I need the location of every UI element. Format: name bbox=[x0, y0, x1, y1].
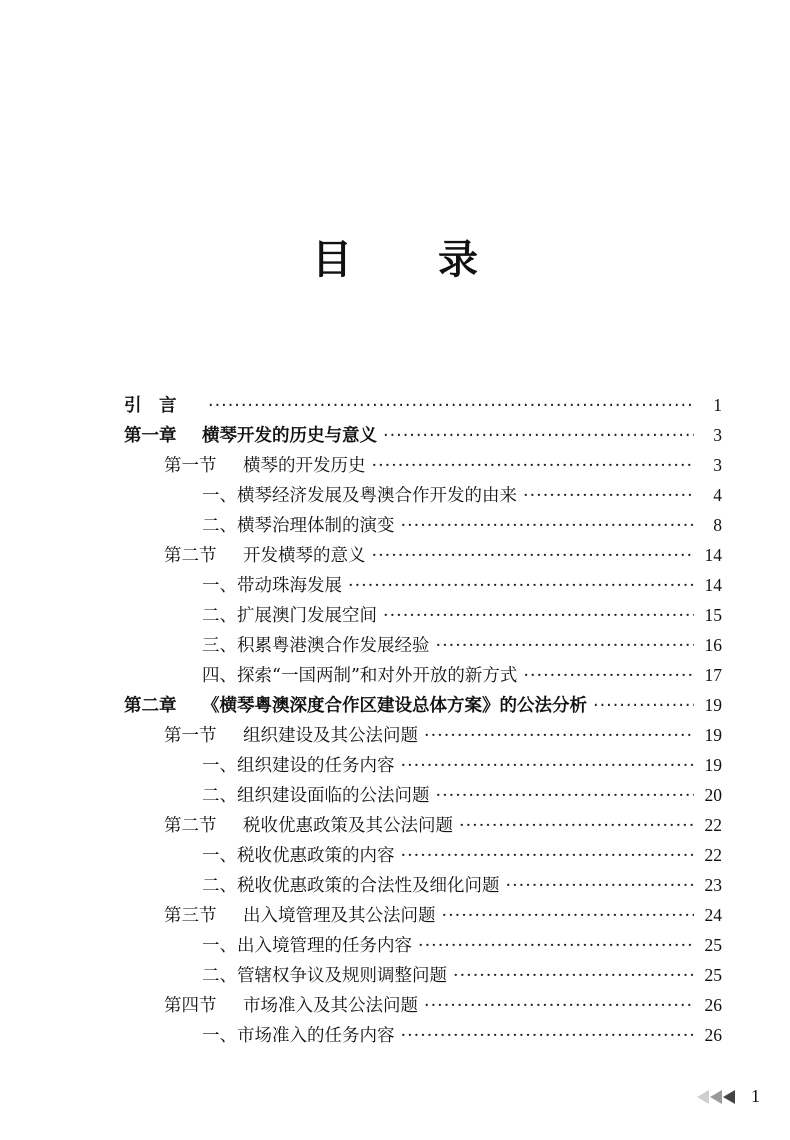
toc-page-number: 23 bbox=[704, 875, 722, 895]
toc-entry-number: 第二章 bbox=[124, 696, 177, 716]
toc-page-number: 4 bbox=[713, 485, 722, 505]
toc-entry-title: 出入境管理及其公法问题 bbox=[243, 906, 436, 926]
toc-entry[interactable] bbox=[124, 840, 722, 870]
toc-dot-leader bbox=[436, 781, 695, 811]
triple-left-arrow-icon bbox=[696, 1090, 735, 1104]
toc-dot-leader bbox=[506, 871, 695, 901]
toc-dot-leader bbox=[453, 961, 694, 991]
toc-dot-leader bbox=[523, 661, 694, 691]
toc-entry[interactable] bbox=[124, 510, 722, 540]
toc-dot-leader bbox=[401, 841, 695, 871]
toc-entry[interactable] bbox=[124, 690, 722, 720]
toc-entry-title: 市场准入及其公法问题 bbox=[243, 996, 418, 1016]
toc-page-number: 19 bbox=[704, 725, 722, 745]
toc-entry-title: 二、组织建设面临的公法问题 bbox=[202, 786, 430, 806]
toc-page-number: 19 bbox=[704, 755, 722, 775]
toc-entry-title: 一、组织建设的任务内容 bbox=[202, 756, 395, 776]
toc-page-number: 19 bbox=[704, 695, 722, 715]
toc-entry[interactable] bbox=[124, 750, 722, 780]
toc-entry-title: 一、出入境管理的任务内容 bbox=[202, 936, 412, 956]
toc-entry[interactable] bbox=[124, 600, 722, 630]
toc-dot-leader bbox=[401, 1021, 695, 1051]
toc-entry[interactable] bbox=[124, 450, 722, 480]
toc-entry[interactable] bbox=[124, 930, 722, 960]
toc-page-number: 25 bbox=[704, 965, 722, 985]
toc-entry-number: 第一章 bbox=[124, 426, 177, 446]
toc-entry[interactable] bbox=[124, 660, 722, 690]
toc-entry-title: 二、扩展澳门发展空间 bbox=[202, 606, 377, 626]
toc-entry[interactable] bbox=[124, 1020, 722, 1050]
toc-entry-title: 一、带动珠海发展 bbox=[202, 576, 342, 596]
toc-entry-title: 组织建设及其公法问题 bbox=[243, 726, 418, 746]
toc-entry[interactable] bbox=[124, 720, 722, 750]
toc-dot-leader bbox=[348, 571, 694, 601]
toc-entry-number: 第四节 bbox=[164, 996, 217, 1016]
toc-page-number: 3 bbox=[713, 425, 722, 445]
page-number: 1 bbox=[751, 1086, 760, 1106]
toc-page-number: 1 bbox=[713, 395, 722, 415]
toc-entry[interactable] bbox=[124, 480, 722, 510]
toc-entry[interactable] bbox=[124, 960, 722, 990]
toc-entry-title: 开发横琴的意义 bbox=[243, 546, 366, 566]
toc-entry[interactable] bbox=[124, 870, 722, 900]
toc-dot-leader bbox=[383, 421, 694, 451]
toc-entry[interactable] bbox=[124, 420, 722, 450]
toc-entry-number: 第二节 bbox=[164, 816, 217, 836]
toc-dot-leader bbox=[372, 451, 695, 481]
page-title-char-1: 目 bbox=[312, 236, 352, 283]
toc-entry-title: 四、探索“一国两制”和对外开放的新方式 bbox=[202, 666, 518, 686]
toc-entry-number: 第一节 bbox=[164, 456, 217, 476]
toc-entry-title: 一、税收优惠政策的内容 bbox=[202, 846, 395, 866]
toc-entry-title: 二、横琴治理体制的演变 bbox=[202, 516, 395, 536]
toc-dot-leader bbox=[523, 481, 694, 511]
toc-page-number: 17 bbox=[704, 665, 722, 685]
toc-entry[interactable] bbox=[124, 900, 722, 930]
toc-page-number: 15 bbox=[704, 605, 722, 625]
toc-dot-leader bbox=[593, 691, 694, 721]
toc-entry-number: 第二节 bbox=[164, 546, 217, 566]
toc-page-number: 20 bbox=[704, 785, 722, 805]
toc-entry-number: 第一节 bbox=[164, 726, 217, 746]
toc-entry[interactable] bbox=[124, 570, 722, 600]
toc-page-number: 22 bbox=[704, 845, 722, 865]
toc-dot-leader bbox=[418, 931, 694, 961]
page-footer bbox=[668, 1086, 760, 1107]
toc-entry-title: 二、管辖权争议及规则调整问题 bbox=[202, 966, 447, 986]
toc-page-number: 14 bbox=[704, 575, 722, 595]
toc-dot-leader bbox=[401, 511, 695, 541]
toc-page-number: 14 bbox=[704, 545, 722, 565]
toc-entry-title: 一、市场准入的任务内容 bbox=[202, 1026, 395, 1046]
toc-dot-leader bbox=[208, 391, 694, 421]
toc-entry-title: 《横琴粤澳深度合作区建设总体方案》的公法分析 bbox=[202, 696, 587, 716]
toc-dot-leader bbox=[436, 631, 695, 661]
toc-entry[interactable] bbox=[124, 390, 722, 420]
toc-page-number: 8 bbox=[713, 515, 722, 535]
toc-dot-leader bbox=[401, 751, 695, 781]
toc-entry-title: 横琴的开发历史 bbox=[243, 456, 366, 476]
table-of-contents bbox=[124, 390, 722, 1050]
toc-page-number: 26 bbox=[704, 995, 722, 1015]
toc-dot-leader bbox=[383, 601, 694, 631]
toc-entry-title: 一、横琴经济发展及粤澳合作开发的由来 bbox=[202, 486, 517, 506]
toc-entry-title: 横琴开发的历史与意义 bbox=[202, 426, 377, 446]
toc-entry-title: 二、税收优惠政策的合法性及细化问题 bbox=[202, 876, 500, 896]
toc-entry[interactable] bbox=[124, 540, 722, 570]
toc-entry[interactable] bbox=[124, 630, 722, 660]
toc-entry-number: 引 言 bbox=[124, 396, 177, 416]
toc-page-number: 22 bbox=[704, 815, 722, 835]
page-title-char-2: 录 bbox=[438, 236, 478, 283]
toc-entry[interactable] bbox=[124, 780, 722, 810]
toc-dot-leader bbox=[424, 721, 694, 751]
toc-page-number: 3 bbox=[713, 455, 722, 475]
toc-page-number: 25 bbox=[704, 935, 722, 955]
toc-entry-number: 第三节 bbox=[164, 906, 217, 926]
toc-page-number: 24 bbox=[704, 905, 722, 925]
toc-dot-leader bbox=[372, 541, 695, 571]
toc-dot-leader bbox=[459, 811, 694, 841]
toc-entry-title: 三、积累粤港澳合作发展经验 bbox=[202, 636, 430, 656]
toc-entry[interactable] bbox=[124, 990, 722, 1020]
toc-entry[interactable] bbox=[124, 810, 722, 840]
toc-entry-title: 税收优惠政策及其公法问题 bbox=[243, 816, 453, 836]
toc-page-number: 16 bbox=[704, 635, 722, 655]
toc-dot-leader bbox=[424, 991, 694, 1021]
toc-page-number: 26 bbox=[704, 1025, 722, 1045]
toc-dot-leader bbox=[442, 901, 695, 931]
page-title bbox=[0, 228, 790, 285]
